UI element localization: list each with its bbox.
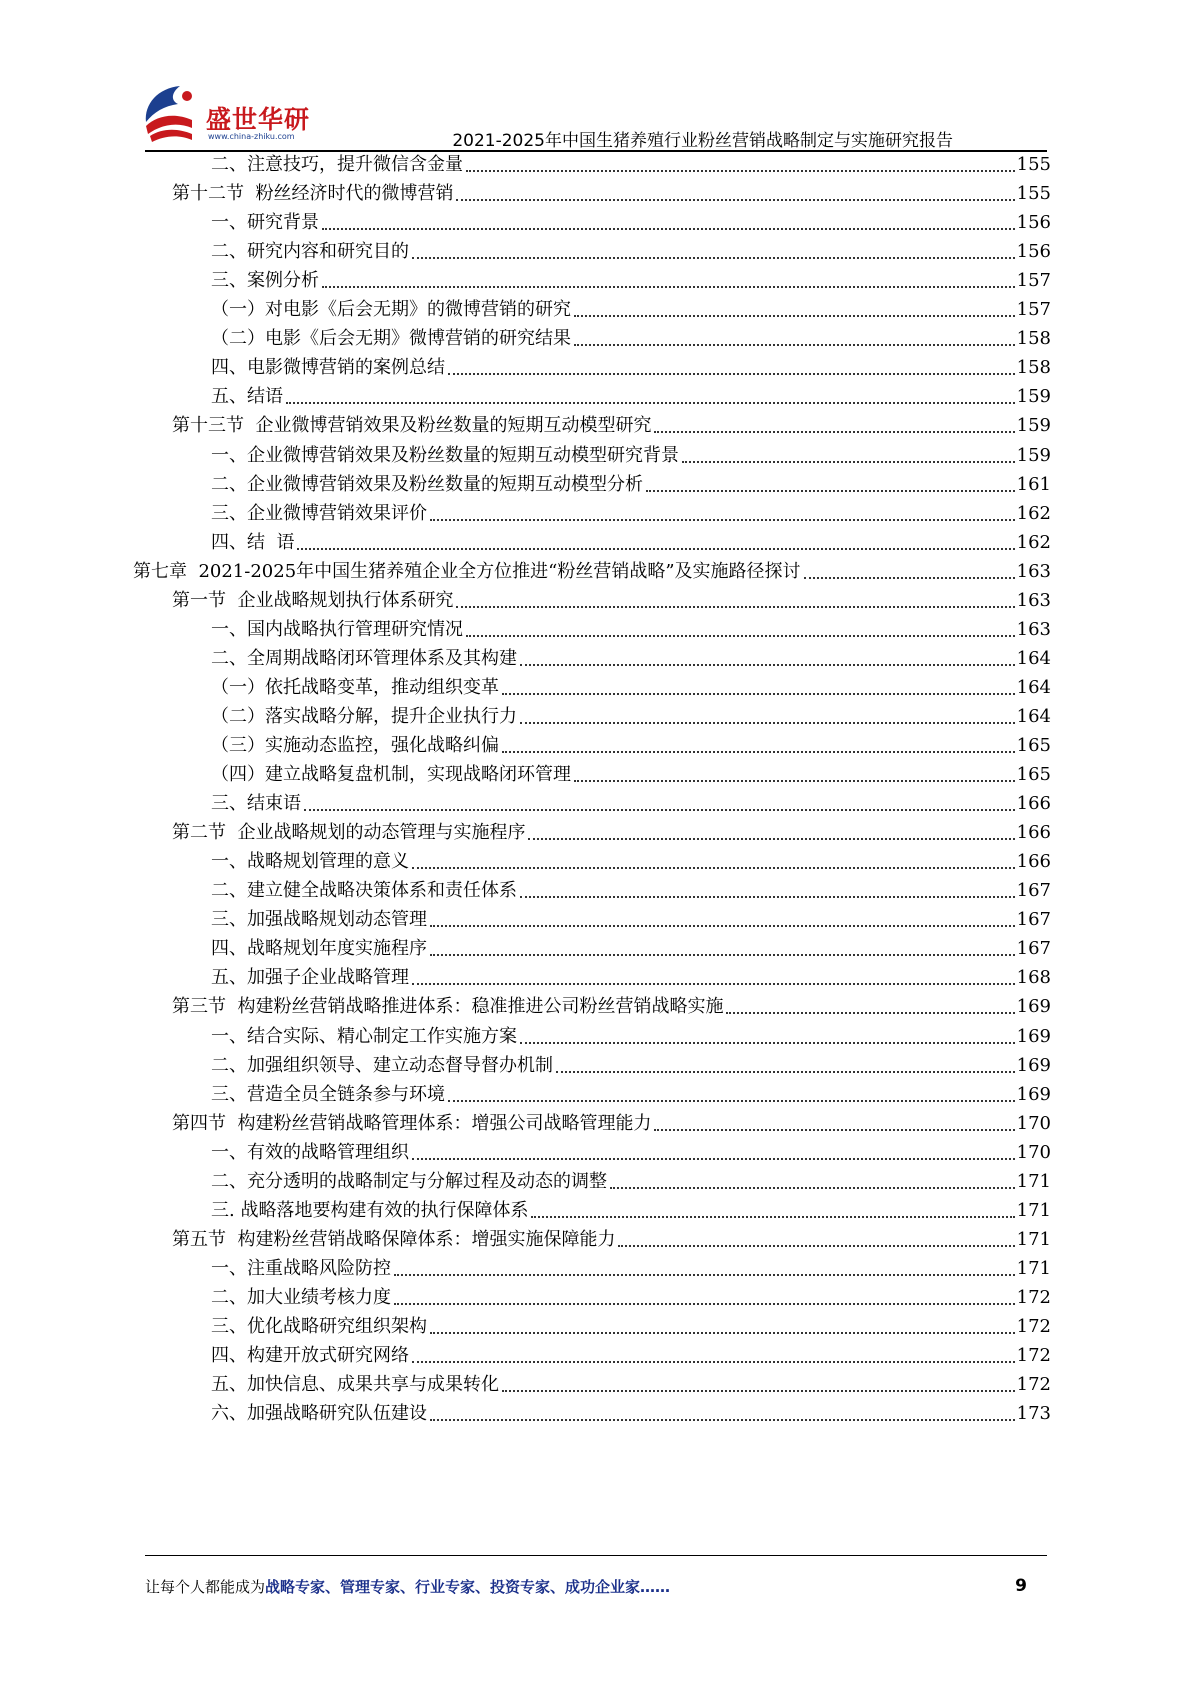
toc-entry-page: 163: [1016, 560, 1051, 582]
toc-entry-page: 167: [1016, 880, 1051, 902]
toc-entry[interactable]: [211, 263, 1051, 294]
logo-text: 盛世华研: [206, 105, 311, 134]
toc-entry-page: 166: [1016, 851, 1051, 873]
toc-dot-leader: [502, 693, 1015, 695]
toc-entry-label: 三、营造全员全链条参与环境: [211, 1083, 445, 1105]
toc-entry-label: 一、国内战略执行管理研究情况: [211, 618, 463, 640]
toc-entry[interactable]: [211, 699, 1051, 730]
toc-entry[interactable]: [133, 554, 1051, 585]
toc-entry[interactable]: [211, 931, 1051, 962]
toc-dot-leader: [286, 402, 1015, 404]
toc-dot-leader: [466, 635, 1015, 637]
toc-entry[interactable]: [211, 612, 1051, 643]
toc-entry-label: 二、充分透明的战略制定与分解过程及动态的调整: [211, 1170, 607, 1192]
toc-dot-leader: [430, 925, 1015, 927]
toc-entry[interactable]: [172, 989, 1051, 1020]
toc-entry[interactable]: [211, 496, 1051, 527]
toc-entry[interactable]: [211, 1077, 1051, 1108]
toc-entry[interactable]: [211, 292, 1051, 323]
toc-entry-page: 158: [1016, 328, 1051, 350]
toc-dot-leader: [520, 1042, 1015, 1044]
toc-dot-leader: [304, 809, 1015, 811]
toc-entry[interactable]: [172, 583, 1051, 614]
toc-entry-label: 二、研究内容和研究目的: [211, 241, 409, 263]
toc-dot-leader: [726, 1012, 1014, 1014]
toc-entry-label: 三、结束语: [211, 793, 301, 815]
toc-entry[interactable]: [211, 960, 1051, 991]
toc-entry-label: 五、结语: [211, 386, 283, 408]
toc-entry-page: 156: [1016, 212, 1051, 234]
toc-dot-leader: [520, 664, 1015, 666]
toc-entry-page: 172: [1016, 1286, 1051, 1308]
toc-entry-label: 第十二节 粉丝经济时代的微博营销: [172, 183, 454, 205]
toc-entry[interactable]: [211, 902, 1051, 933]
toc-entry-page: 156: [1016, 241, 1051, 263]
toc-entry-label: 第十三节 企业微博营销效果及粉丝数量的短期互动模型研究: [172, 415, 652, 437]
company-logo: [140, 82, 310, 148]
toc-entry-page: 165: [1016, 735, 1051, 756]
toc-dot-leader: [456, 606, 1014, 608]
toc-entry[interactable]: [211, 205, 1051, 236]
toc-entry[interactable]: [211, 350, 1051, 381]
toc-entry-page: 164: [1016, 676, 1051, 698]
toc-entry[interactable]: [211, 1193, 1051, 1224]
toc-entry-page: 167: [1016, 909, 1051, 931]
toc-dot-leader: [456, 199, 1014, 201]
toc-dot-leader: [430, 1332, 1015, 1334]
toc-entry-page: 162: [1016, 502, 1051, 524]
toc-entry-page: 165: [1016, 764, 1051, 786]
toc-entry[interactable]: [211, 728, 1051, 759]
toc-entry[interactable]: [211, 321, 1051, 352]
toc-entry-page: 171: [1016, 1228, 1051, 1250]
toc-entry-label: 三、加强战略规划动态管理: [211, 909, 427, 931]
toc-dot-leader: [412, 1361, 1015, 1363]
toc-entry-label: 第一节 企业战略规划执行体系研究: [172, 589, 454, 611]
page-footer: [145, 1576, 1025, 1597]
toc-entry[interactable]: [172, 176, 1051, 207]
toc-entry-label: 五、加快信息、成果共享与成果转化: [211, 1374, 499, 1396]
toc-dot-leader: [466, 170, 1015, 172]
toc-dot-leader: [574, 780, 1015, 782]
toc-entry-page: 167: [1016, 938, 1051, 960]
toc-entry-page: 169: [1016, 1054, 1051, 1076]
toc-dot-leader: [682, 461, 1015, 463]
toc-dot-leader: [646, 490, 1015, 492]
toc-entry-page: 159: [1016, 415, 1051, 437]
toc-entry-label: （一）依托战略变革，推动组织变革: [211, 676, 499, 698]
toc-dot-leader: [574, 315, 1015, 317]
toc-dot-leader: [502, 751, 1015, 753]
toc-entry-label: 第三节 构建粉丝营销战略推进体系：稳准推进公司粉丝营销战略实施: [172, 996, 724, 1018]
toc-entry-label: 五、加强子企业战略管理: [211, 967, 409, 989]
toc-entry-page: 170: [1016, 1141, 1051, 1163]
toc-entry-label: 三. 战略落地要构建有效的执行保障体系: [211, 1199, 529, 1221]
report-title: 2021-2025年中国生猪养殖行业粉丝营销战略制定与实施研究报告: [452, 131, 953, 151]
toc-entry-label: 四、电影微博营销的案例总结: [211, 357, 445, 379]
toc-entry-page: 169: [1016, 1025, 1051, 1047]
toc-entry-label: （二）电影《后会无期》微博营销的研究结果: [211, 328, 571, 350]
toc-dot-leader: [394, 1303, 1015, 1305]
toc-entry-label: 三、优化战略研究组织架构: [211, 1316, 427, 1337]
toc-entry-page: 171: [1016, 1170, 1051, 1192]
toc-entry[interactable]: [172, 815, 1051, 846]
toc-entry[interactable]: [211, 1164, 1051, 1195]
toc-entry-label: （三）实施动态监控，强化战略纠偏: [211, 735, 499, 756]
toc-entry-label: 三、案例分析: [211, 270, 319, 292]
toc-entry-page: 172: [1016, 1316, 1051, 1337]
toc-dot-leader: [520, 722, 1015, 724]
toc-entry-label: 第二节 企业战略规划的动态管理与实施程序: [172, 822, 526, 844]
toc-dot-leader: [430, 519, 1015, 521]
toc-entry-page: 164: [1016, 647, 1051, 669]
toc-entry-label: （四）建立战略复盘机制，实现战略闭环管理: [211, 764, 571, 786]
toc-dot-leader: [448, 373, 1015, 375]
toc-entry[interactable]: [211, 1280, 1051, 1311]
toc-entry[interactable]: [211, 844, 1051, 875]
toc-dot-leader: [804, 577, 1015, 579]
toc-entry[interactable]: [211, 525, 1051, 556]
toc-entry[interactable]: [211, 873, 1051, 904]
toc-entry-label: 一、注重战略风险防控: [211, 1257, 391, 1279]
toc-entry-page: 162: [1016, 531, 1051, 553]
toc-entry-page: 171: [1016, 1199, 1051, 1221]
toc-dot-leader: [322, 286, 1015, 288]
toc-entry-page: 168: [1016, 967, 1051, 989]
toc-entry-label: 二、加大业绩考核力度: [211, 1286, 391, 1308]
toc-entry-label: 二、建立健全战略决策体系和责任体系: [211, 880, 517, 902]
toc-dot-leader: [654, 431, 1014, 433]
toc-entry[interactable]: [211, 641, 1051, 672]
toc-dot-leader: [556, 1071, 1015, 1073]
toc-entry-page: 172: [1016, 1374, 1051, 1396]
toc-entry[interactable]: [211, 234, 1051, 265]
toc-entry-page: 173: [1016, 1403, 1051, 1425]
toc-entry[interactable]: [211, 1338, 1051, 1369]
toc-entry-page: 159: [1016, 444, 1051, 466]
toc-entry[interactable]: [211, 1309, 1051, 1340]
toc-entry-label: 一、有效的战略管理组织: [211, 1141, 409, 1163]
toc-entry-label: 一、战略规划管理的意义: [211, 851, 409, 873]
toc-entry[interactable]: [211, 1367, 1051, 1398]
toc-entry-page: 166: [1016, 822, 1051, 844]
toc-entry-label: 二、企业微博营销效果及粉丝数量的短期互动模型分析: [211, 473, 643, 495]
toc-entry-page: 166: [1016, 793, 1051, 815]
toc-entry-page: 163: [1016, 589, 1051, 611]
toc-dot-leader: [502, 1390, 1015, 1392]
toc-dot-leader: [528, 838, 1014, 840]
toc-dot-leader: [448, 1100, 1015, 1102]
toc-entry-page: 170: [1016, 1112, 1051, 1134]
toc-entry[interactable]: [172, 408, 1051, 439]
toc-entry[interactable]: [211, 467, 1051, 498]
toc-dot-leader: [618, 1245, 1014, 1247]
toc-entry-page: 169: [1016, 1083, 1051, 1105]
toc-entry-label: 四、战略规划年度实施程序: [211, 938, 427, 960]
toc-entry-label: 二、加强组织领导、建立动态督导督办机制: [211, 1054, 553, 1076]
toc-entry[interactable]: [211, 786, 1051, 817]
toc-entry[interactable]: [211, 670, 1051, 701]
toc-entry[interactable]: [211, 1019, 1051, 1050]
toc-entry-page: 164: [1016, 705, 1051, 727]
toc-entry-label: 第四节 构建粉丝营销战略管理体系：增强公司战略管理能力: [172, 1112, 652, 1134]
toc-entry-label: 二、全周期战略闭环管理体系及其构建: [211, 647, 517, 669]
toc-entry[interactable]: [172, 1222, 1051, 1253]
toc-dot-leader: [412, 1158, 1015, 1160]
toc-dot-leader: [412, 867, 1015, 869]
toc-entry-label: 第五节 构建粉丝营销战略保障体系：增强实施保障能力: [172, 1228, 616, 1250]
toc-dot-leader: [394, 1274, 1015, 1276]
toc-entry-page: 157: [1016, 270, 1051, 292]
toc-entry[interactable]: [211, 1251, 1051, 1282]
toc-entry-page: 161: [1016, 473, 1051, 495]
toc-dot-leader: [412, 257, 1015, 259]
toc-entry[interactable]: [211, 379, 1051, 410]
toc-entry-label: 第七章 2021-2025年中国生猪养殖企业全方位推进“粉丝营销战略”及实施路径探讨: [133, 560, 801, 582]
toc-entry-label: 六、加强战略研究队伍建设: [211, 1403, 427, 1425]
footer-divider: [145, 1555, 1047, 1556]
logo-url: www.china-zhiku.com: [208, 132, 295, 141]
toc-entry-label: （一）对电影《后会无期》的微博营销的研究: [211, 299, 571, 321]
page-header: [0, 0, 1191, 150]
toc-entry[interactable]: [211, 1396, 1051, 1427]
footer-slogan-prefix: 让每个人都能成为: [145, 1578, 266, 1596]
toc-dot-leader: [610, 1187, 1015, 1189]
toc-entry[interactable]: [211, 1048, 1051, 1079]
toc-entry-label: 四、结 语: [211, 531, 295, 553]
toc-entry-label: 二、注意技巧，提升微信含金量: [211, 154, 463, 175]
toc-dot-leader: [412, 983, 1015, 985]
toc-entry-page: 172: [1016, 1345, 1051, 1367]
toc-entry-page: 155: [1016, 154, 1051, 175]
toc-entry[interactable]: [211, 757, 1051, 788]
toc-entry-label: 一、研究背景: [211, 212, 319, 234]
toc-entry-page: 158: [1016, 357, 1051, 379]
toc-entry-page: 159: [1016, 386, 1051, 408]
toc-entry-page: 155: [1016, 183, 1051, 205]
footer-slogan-roles: 战略专家、管理专家、行业专家、投资专家、成功企业家……: [265, 1578, 671, 1596]
toc-entry-label: （二）落实战略分解，提升企业执行力: [211, 705, 517, 727]
toc-entry-label: 一、企业微博营销效果及粉丝数量的短期互动模型研究背景: [211, 444, 679, 466]
toc-entry-page: 163: [1016, 618, 1051, 640]
toc-dot-leader: [531, 1216, 1014, 1218]
toc-entry-label: 三、企业微博营销效果评价: [211, 502, 427, 524]
toc-entry-page: 169: [1016, 996, 1051, 1018]
toc-dot-leader: [297, 548, 1014, 550]
toc-dot-leader: [574, 344, 1015, 346]
toc-entry-label: 一、结合实际、精心制定工作实施方案: [211, 1025, 517, 1047]
logo-emblem-icon: [140, 82, 210, 148]
toc-entry-page: 171: [1016, 1257, 1051, 1279]
toc-entry[interactable]: [172, 1106, 1051, 1137]
toc-entry[interactable]: [211, 1135, 1051, 1166]
toc-entry-page: 157: [1016, 299, 1051, 321]
toc-dot-leader: [430, 954, 1015, 956]
toc-dot-leader: [520, 896, 1015, 898]
toc-entry-label: 四、构建开放式研究网络: [211, 1345, 409, 1367]
toc-dot-leader: [654, 1129, 1014, 1131]
toc-dot-leader: [322, 228, 1015, 230]
page-number: 9: [1015, 1576, 1027, 1596]
toc-dot-leader: [430, 1419, 1015, 1421]
toc-entry[interactable]: [211, 147, 1051, 178]
toc-entry[interactable]: [211, 438, 1051, 469]
